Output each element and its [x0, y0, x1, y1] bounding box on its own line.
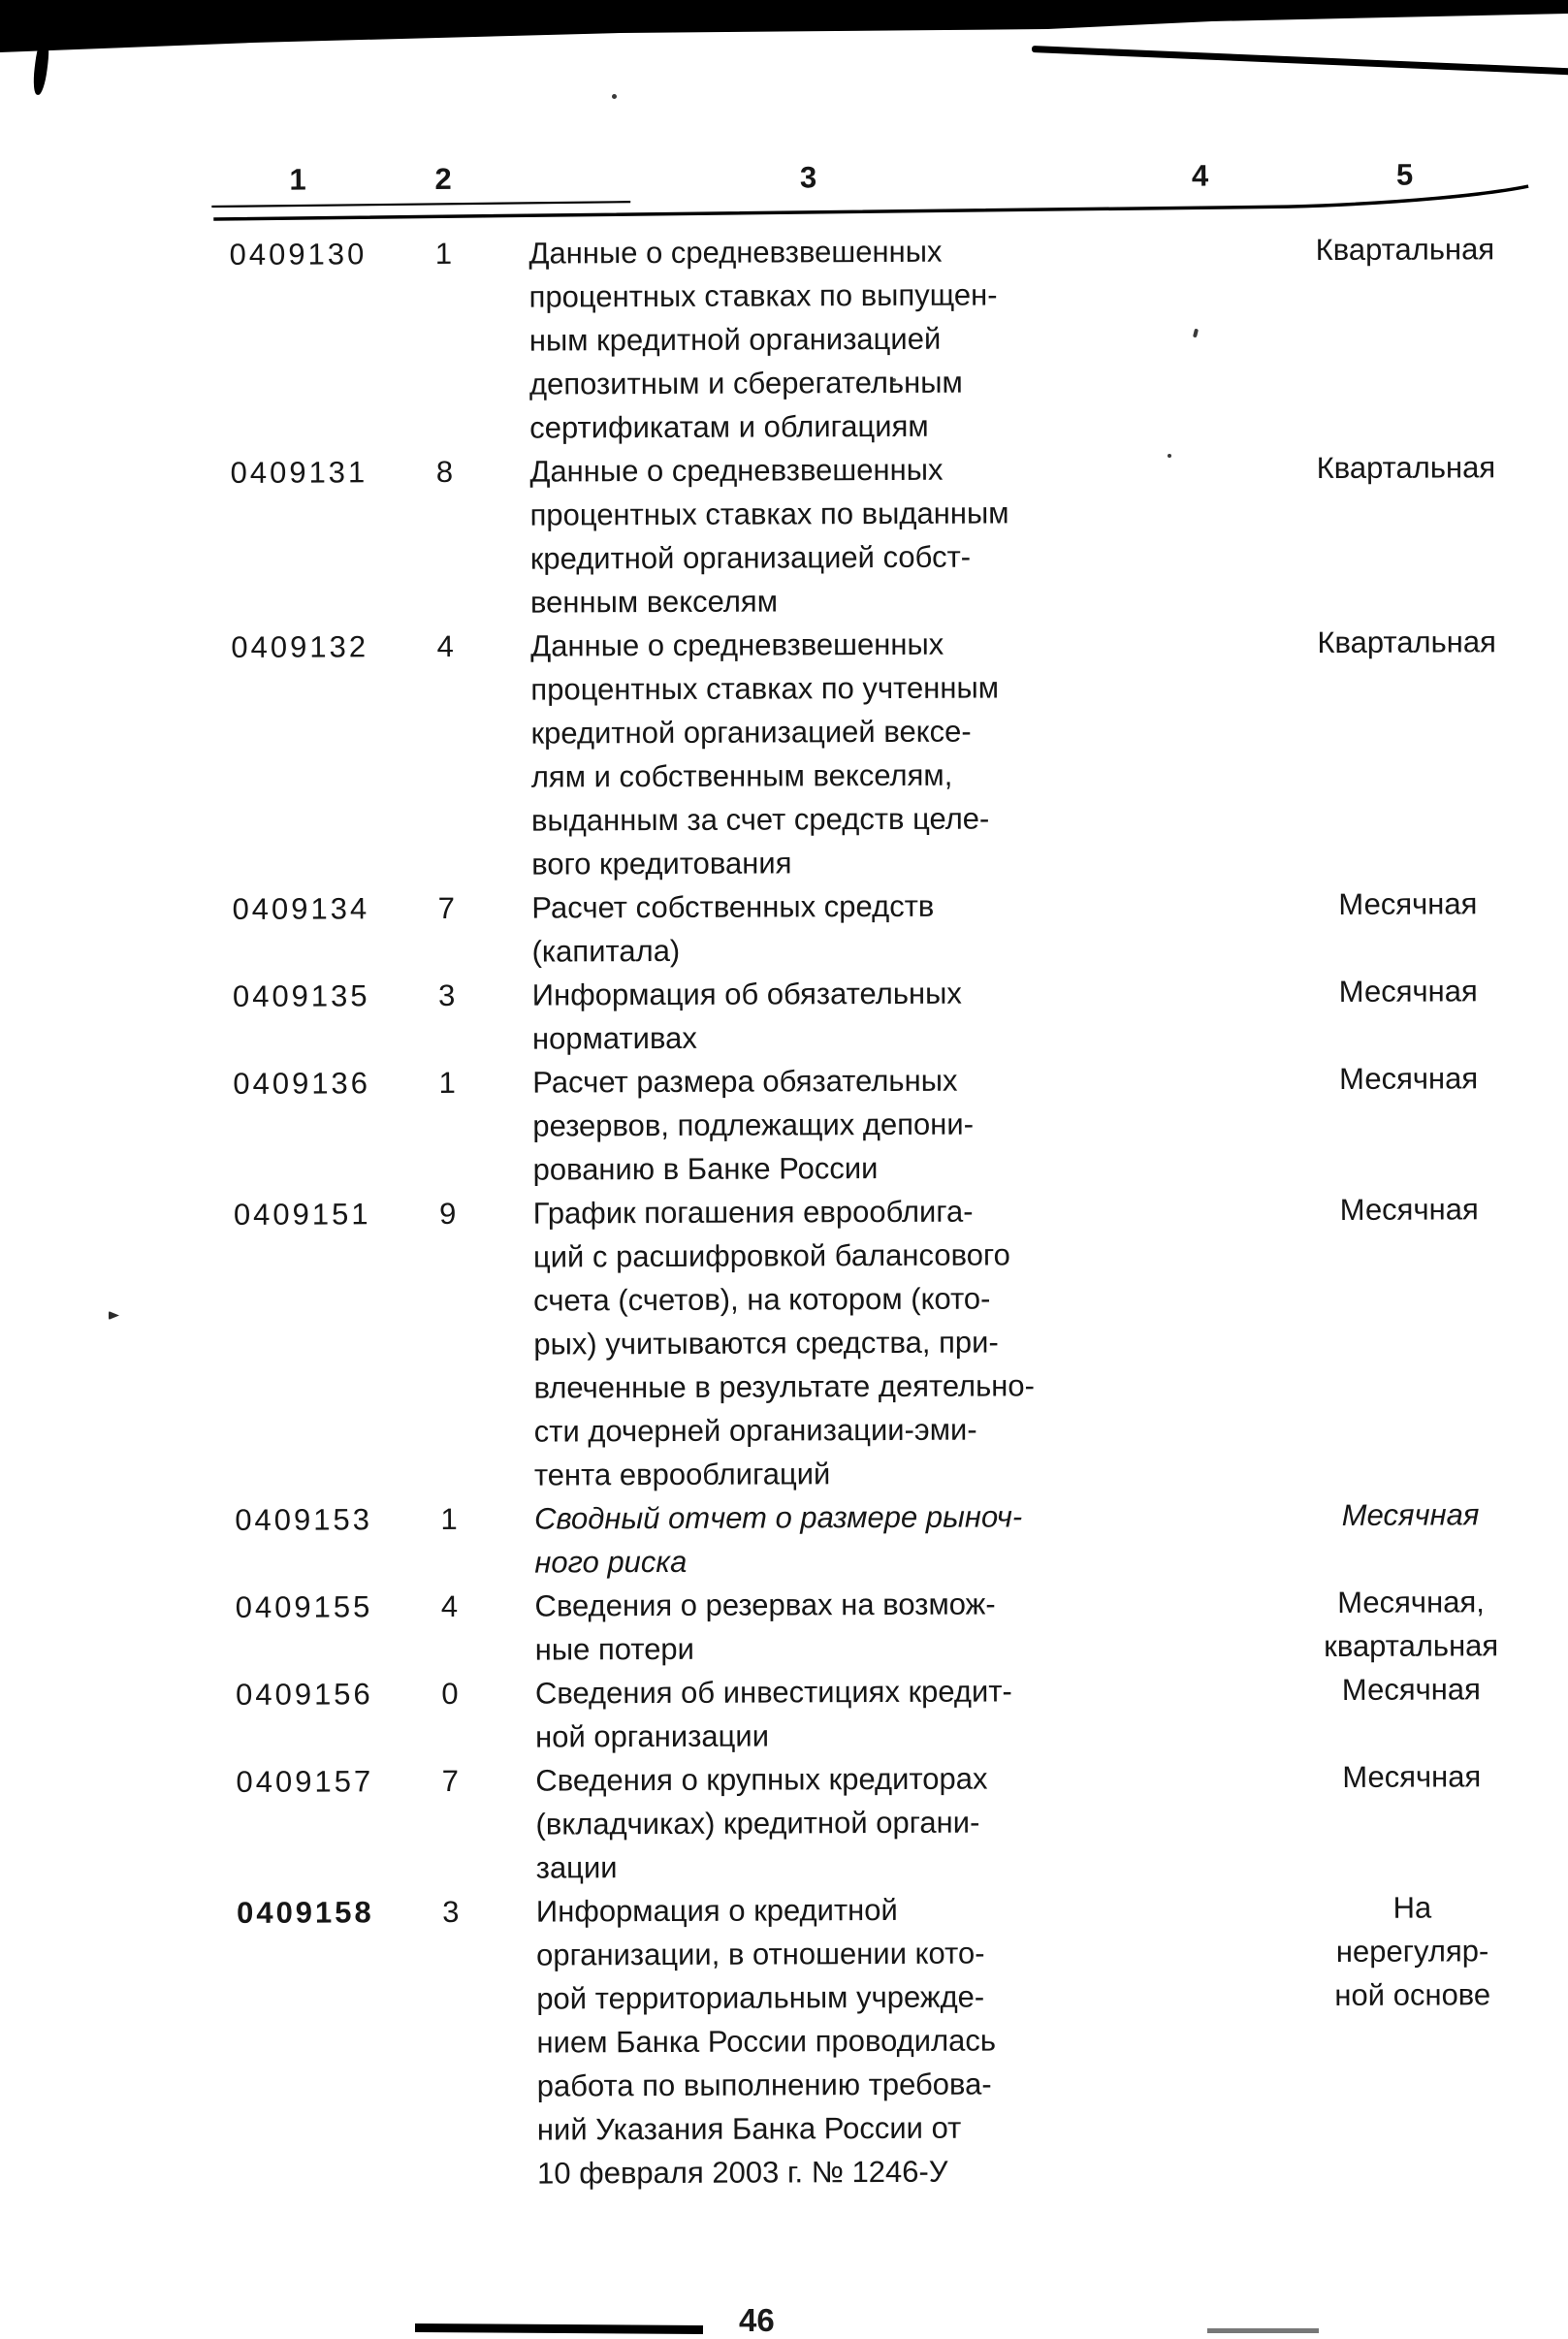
form-code-cell: 0409156 [235, 1677, 373, 1712]
control-number-cell: 8 [435, 454, 454, 490]
control-number-cell: 1 [434, 236, 453, 272]
table-row [223, 1885, 1528, 2196]
empty-column-cell [1117, 1668, 1296, 1669]
table-row [219, 1056, 1524, 1193]
form-description-cell: Данные о средневзвешенных процентных ставках по выпущен- ным кредитной организацией депозитным и сберегательным сертификатам и облигациям [528, 234, 998, 445]
empty-column-cell [1113, 882, 1293, 883]
periodicity-cell: Квартальная [1315, 232, 1495, 268]
scan-speck [612, 94, 617, 99]
empty-column-cell [1111, 446, 1291, 447]
empty-column-cell [1118, 1886, 1297, 1887]
form-code-cell: 0409153 [235, 1502, 373, 1537]
periodicity-cell: Месячная [1338, 886, 1478, 921]
empty-column-cell [1114, 1057, 1294, 1058]
form-description-cell: Расчет размера обязательных резервов, подлежащих депони- рованию в Банке России [532, 1063, 975, 1187]
form-description-cell: Данные о средневзвешенных процентных ставках по выданным кредитной организацией собст- венным векселям [529, 452, 1009, 620]
form-description-cell: Расчет собственных средств (капитала) [531, 888, 935, 969]
control-number-cell: 3 [438, 977, 456, 1013]
page-number: 46 [739, 2302, 775, 2338]
empty-column-cell [1115, 1188, 1295, 1189]
form-code-cell: 0409135 [232, 978, 370, 1013]
table-row [221, 1580, 1525, 1673]
empty-column-cell [1116, 1581, 1296, 1582]
control-number-cell: 3 [442, 1894, 460, 1929]
empty-column-cell [1116, 1493, 1296, 1494]
table-row [215, 227, 1520, 451]
reporting-forms-table [215, 155, 1528, 2196]
periodicity-cell: На нерегуляр- ной основе [1334, 1890, 1491, 2012]
form-description-cell: График погашения еврооблига- ций с расшифровкой балансового счета (счетов), на котором (кото- рых) учитываются средства, при- влеченные в результате деятельно- сти дочерней организации-эми- тента еврооблигаций [532, 1194, 1036, 1492]
periodicity-cell: Месячная [1339, 1192, 1479, 1227]
form-code-cell: 0409131 [230, 455, 368, 490]
column-header-2: 2 [434, 161, 452, 197]
table-row [222, 1754, 1527, 1891]
column-header-1: 1 [289, 162, 306, 197]
form-code-cell: 0409132 [231, 629, 369, 664]
form-description-cell: Информация о кредитной организации, в отношении кото- рой территориальным учрежде- нием Банка России проводилась работа по выполнению требова- ний Указания Банка России от 10 февраля 2003 г. № 1246-У [535, 1892, 997, 2191]
table-row [222, 1667, 1526, 1760]
control-number-cell: 4 [436, 628, 454, 664]
periodicity-cell: Месячная [1338, 974, 1478, 1009]
form-description-cell: Сведения об инвестициях кредит- ной организации [534, 1674, 1012, 1754]
periodicity-cell: Месячная [1339, 1061, 1479, 1096]
form-description-cell: Сведения о крупных кредиторах (вкладчиках) кредитной органи- зации [535, 1761, 988, 1885]
scan-edge-bottom-mark-2 [1207, 2328, 1319, 2333]
form-code-cell: 0409136 [233, 1066, 371, 1101]
form-description-cell: Сведения о резервах на возмож- ные потери [534, 1586, 996, 1667]
table-row [220, 1187, 1525, 1498]
form-description-cell: Сводный отчет о размере рыноч- ного риска [534, 1499, 1023, 1580]
empty-column-cell [1114, 970, 1294, 971]
control-number-cell: 7 [437, 890, 456, 926]
periodicity-cell: Месячная [1341, 1672, 1481, 1707]
empty-column-cell [1112, 621, 1292, 622]
form-description-cell: Информация об обязательных нормативах [531, 976, 962, 1056]
periodicity-cell: Квартальная [1317, 625, 1496, 660]
table-row [221, 1492, 1525, 1586]
periodicity-cell: Месячная [1342, 1759, 1482, 1794]
control-number-cell: 0 [441, 1676, 459, 1711]
column-header-4: 4 [1191, 158, 1209, 193]
table-row [219, 969, 1523, 1062]
form-code-cell: 0409151 [233, 1197, 371, 1232]
control-number-cell: 9 [439, 1196, 457, 1232]
form-code-cell: 0409158 [236, 1895, 374, 1930]
column-header-5: 5 [1395, 157, 1414, 192]
column-header-3: 3 [799, 160, 817, 195]
scan-edge-top [0, 0, 1568, 52]
scan-edge-top-line [1032, 46, 1568, 75]
table-row [217, 620, 1522, 887]
scan-edge-bottom-mark [415, 2323, 703, 2334]
periodicity-cell: Квартальная [1316, 450, 1496, 486]
form-code-cell: 0409130 [229, 237, 368, 272]
scan-speck [109, 1311, 119, 1320]
form-code-cell: 0409157 [236, 1764, 374, 1799]
control-number-cell: 7 [441, 1763, 459, 1798]
form-code-cell: 0409134 [232, 891, 370, 926]
periodicity-cell: Месячная [1341, 1497, 1480, 1532]
table-body [215, 227, 1528, 2196]
table-row [216, 445, 1521, 625]
form-code-cell: 0409155 [235, 1589, 373, 1624]
control-number-cell: 1 [440, 1501, 458, 1536]
control-number-cell: 4 [440, 1588, 459, 1623]
form-description-cell: Данные о средневзвешенных процентных ставках по учтенным кредитной организацией вексе- лям и собственным векселям, выданным за счет средств целе- вого кредитования [530, 626, 1000, 881]
periodicity-cell: Месячная, квартальная [1324, 1585, 1499, 1664]
header-rule-line [211, 184, 1530, 235]
table-row [218, 881, 1522, 975]
control-number-cell: 1 [438, 1065, 456, 1101]
empty-column-cell [1117, 1755, 1296, 1756]
